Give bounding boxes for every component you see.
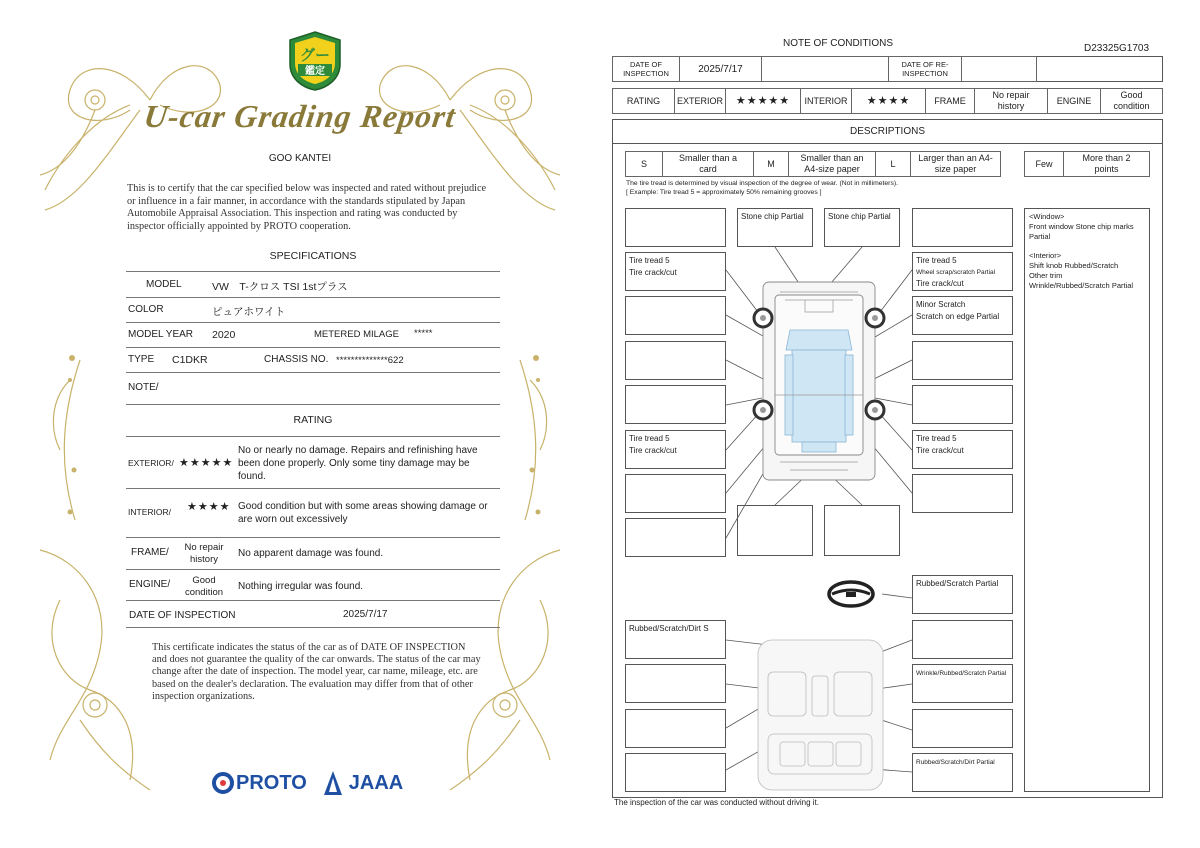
exterior-description: No or nearly no damage. Repairs and refinishing have been done properly. Only some tiny damage may be found. [238, 445, 478, 482]
divider [126, 372, 500, 373]
document-id: D23325G1703 [1084, 43, 1150, 54]
metered-mileage-label: METERED MILAGE [314, 329, 399, 340]
legend-s: S [625, 151, 663, 177]
chassis-value: **************622 [336, 355, 404, 366]
legend-s-desc: Smaller than a card [662, 151, 754, 177]
reinspection-label: DATE OF RE-INSPECTION [888, 56, 962, 82]
exterior-stars: ★★★★★ [725, 88, 801, 114]
divider [126, 404, 500, 405]
exterior-stars: ★★★★★ [179, 457, 234, 469]
divider [126, 488, 500, 489]
logo-row [212, 770, 403, 796]
note-of-conditions [600, 0, 1200, 848]
divider [126, 537, 500, 538]
svg-text:鑑定: 鑑定 [305, 66, 325, 77]
certificate-footer: This certificate indicates the status of the car as of DATE OF INSPECTION and does not guarantee the quality of the car onwards. The status of the car may change after the date of inspection. The model year, car name, mileage, etc. are based on the dealer's declaration. The evaluation may differ from that of other inspection organizations. [152, 642, 481, 702]
exterior-label: EXTERIOR [674, 88, 726, 114]
note-text: Tire crack/cut [916, 446, 964, 455]
note-text: Rubbed/Scratch/Dirt Partial [916, 759, 995, 766]
jaaa-logo-icon [323, 770, 343, 796]
window-heading: <Window> [1029, 212, 1065, 221]
svg-text:グー: グー [299, 46, 331, 64]
divider [126, 347, 500, 348]
interior-heading: <Interior> [1029, 251, 1062, 261]
certificate-intro: This is to certify that the car specified below was inspected and rated without prejudice or influence in a fair manner, in accordance with the standards stipulated by Japan Automobile Appraisal Association. This inspection and rating was conducted by inspector officially appointed by PROTO cooperation. [127, 183, 487, 232]
interior-stars: ★★★★ [187, 501, 231, 513]
window-text: Front window Stone chip marks Partial [1029, 221, 1134, 241]
note-text: Rubbed/Scratch Partial [916, 579, 999, 588]
note-text: Scratch on edge Partial [916, 312, 1000, 321]
interior-stars: ★★★★ [851, 88, 926, 114]
note-text: Stone chip Partial [741, 212, 804, 221]
proto-logo-icon [212, 771, 234, 795]
type-label: TYPE [128, 354, 155, 365]
frame-description: No apparent damage was found. [238, 548, 384, 559]
model-year-label: MODEL YEAR [128, 329, 194, 340]
note-text: Tire tread 5 [916, 434, 957, 443]
divider [126, 322, 500, 323]
model-label: MODEL [146, 279, 182, 290]
tread-note-1: The tire tread is determined by visual inspection of the degree of wear. (Not in millimeters). [626, 180, 898, 187]
engine-label: ENGINE/ [129, 579, 171, 590]
date-value: 2025/7/17 [679, 56, 762, 82]
note-text: Tire crack/cut [916, 279, 964, 288]
note-text: Tire tread 5 [916, 256, 957, 265]
rating-label: RATING [612, 88, 675, 114]
goo-kantei-badge-icon [286, 30, 344, 92]
tread-note-2: [ Example: Tire tread 5 = approximately 50% remaining grooves ] [626, 189, 822, 196]
car-diagram [600, 0, 1200, 848]
note-text: Tire tread 5 [629, 434, 670, 443]
interior-line-2: Other trim [1029, 270, 1063, 280]
notes-title: NOTE OF CONDITIONS [783, 38, 893, 49]
divider [126, 569, 500, 570]
frame-value: No repair history [184, 542, 224, 565]
interior-line-1: Shift knob Rubbed/Scratch [1029, 261, 1119, 271]
legend-few-desc: More than 2 points [1063, 151, 1150, 177]
interior-label: INTERIOR [800, 88, 852, 114]
notes-footer: The inspection of the car was conducted without driving it. [614, 798, 819, 807]
model-year-value: 2020 [212, 329, 236, 341]
metered-mileage-value: ***** [414, 328, 433, 339]
divider [126, 600, 500, 601]
date-label: DATE OF INSPECTION [129, 610, 236, 621]
interior-line-3: Wrinkle/Rubbed/Scratch Partial [1029, 280, 1134, 290]
chassis-label: CHASSIS NO. [264, 354, 329, 365]
frame-value: No repair history [974, 88, 1048, 114]
rating-heading: RATING [293, 414, 333, 426]
divider [126, 297, 500, 298]
specifications-heading: SPECIFICATIONS [269, 250, 357, 262]
engine-label: ENGINE [1047, 88, 1101, 114]
note-text: Tire tread 5 [629, 256, 670, 265]
certificate-title: U-car Grading Report [141, 98, 459, 134]
note-text: Wrinkle/Rubbed/Scratch Partial [916, 670, 1007, 677]
legend-l: L [875, 151, 911, 177]
steering-wheel-icon [829, 582, 873, 606]
note-text: Minor Scratch [916, 300, 966, 309]
note-text: Stone chip Partial [828, 212, 891, 221]
legend-l-desc: Larger than an A4-size paper [910, 151, 1001, 177]
frame-label: FRAME [925, 88, 975, 114]
engine-description: Nothing irregular was found. [238, 581, 364, 592]
divider [126, 271, 500, 272]
note-label: NOTE/ [128, 382, 159, 393]
color-value: ピュアホワイト [212, 306, 286, 318]
note-text: Rubbed/Scratch/Dirt S [629, 624, 709, 633]
divider [126, 436, 500, 437]
interior-description: Good condition but with some areas showing damage or are worn out excessively [238, 501, 488, 525]
engine-value: Good condition [1100, 88, 1163, 114]
jaaa-logo-text: JAAA [348, 771, 404, 794]
type-value: C1DKR [172, 354, 208, 366]
legend-m-desc: Smaller than an A4-size paper [788, 151, 876, 177]
divider [126, 627, 500, 628]
date-label: DATE OF INSPECTION [612, 56, 680, 82]
proto-logo-text: PROTO [236, 771, 307, 794]
engine-value: Good condition [184, 575, 224, 598]
certificate-subtitle: GOO KANTEI [268, 153, 332, 164]
note-text: Tire crack/cut [629, 446, 677, 455]
legend-few: Few [1024, 151, 1064, 177]
exterior-label: EXTERIOR/ [128, 458, 174, 468]
model-value: VW T-クロス TSI 1stプラス [212, 281, 348, 293]
color-label: COLOR [128, 304, 164, 315]
note-text: Wheel scrap/scratch Partial [916, 268, 996, 276]
descriptions-heading: DESCRIPTIONS [612, 119, 1163, 144]
date-value: 2025/7/17 [343, 609, 388, 620]
frame-label: FRAME/ [131, 547, 169, 558]
note-text: Tire crack/cut [629, 268, 677, 277]
legend-m: M [753, 151, 789, 177]
interior-label: INTERIOR/ [128, 507, 171, 517]
